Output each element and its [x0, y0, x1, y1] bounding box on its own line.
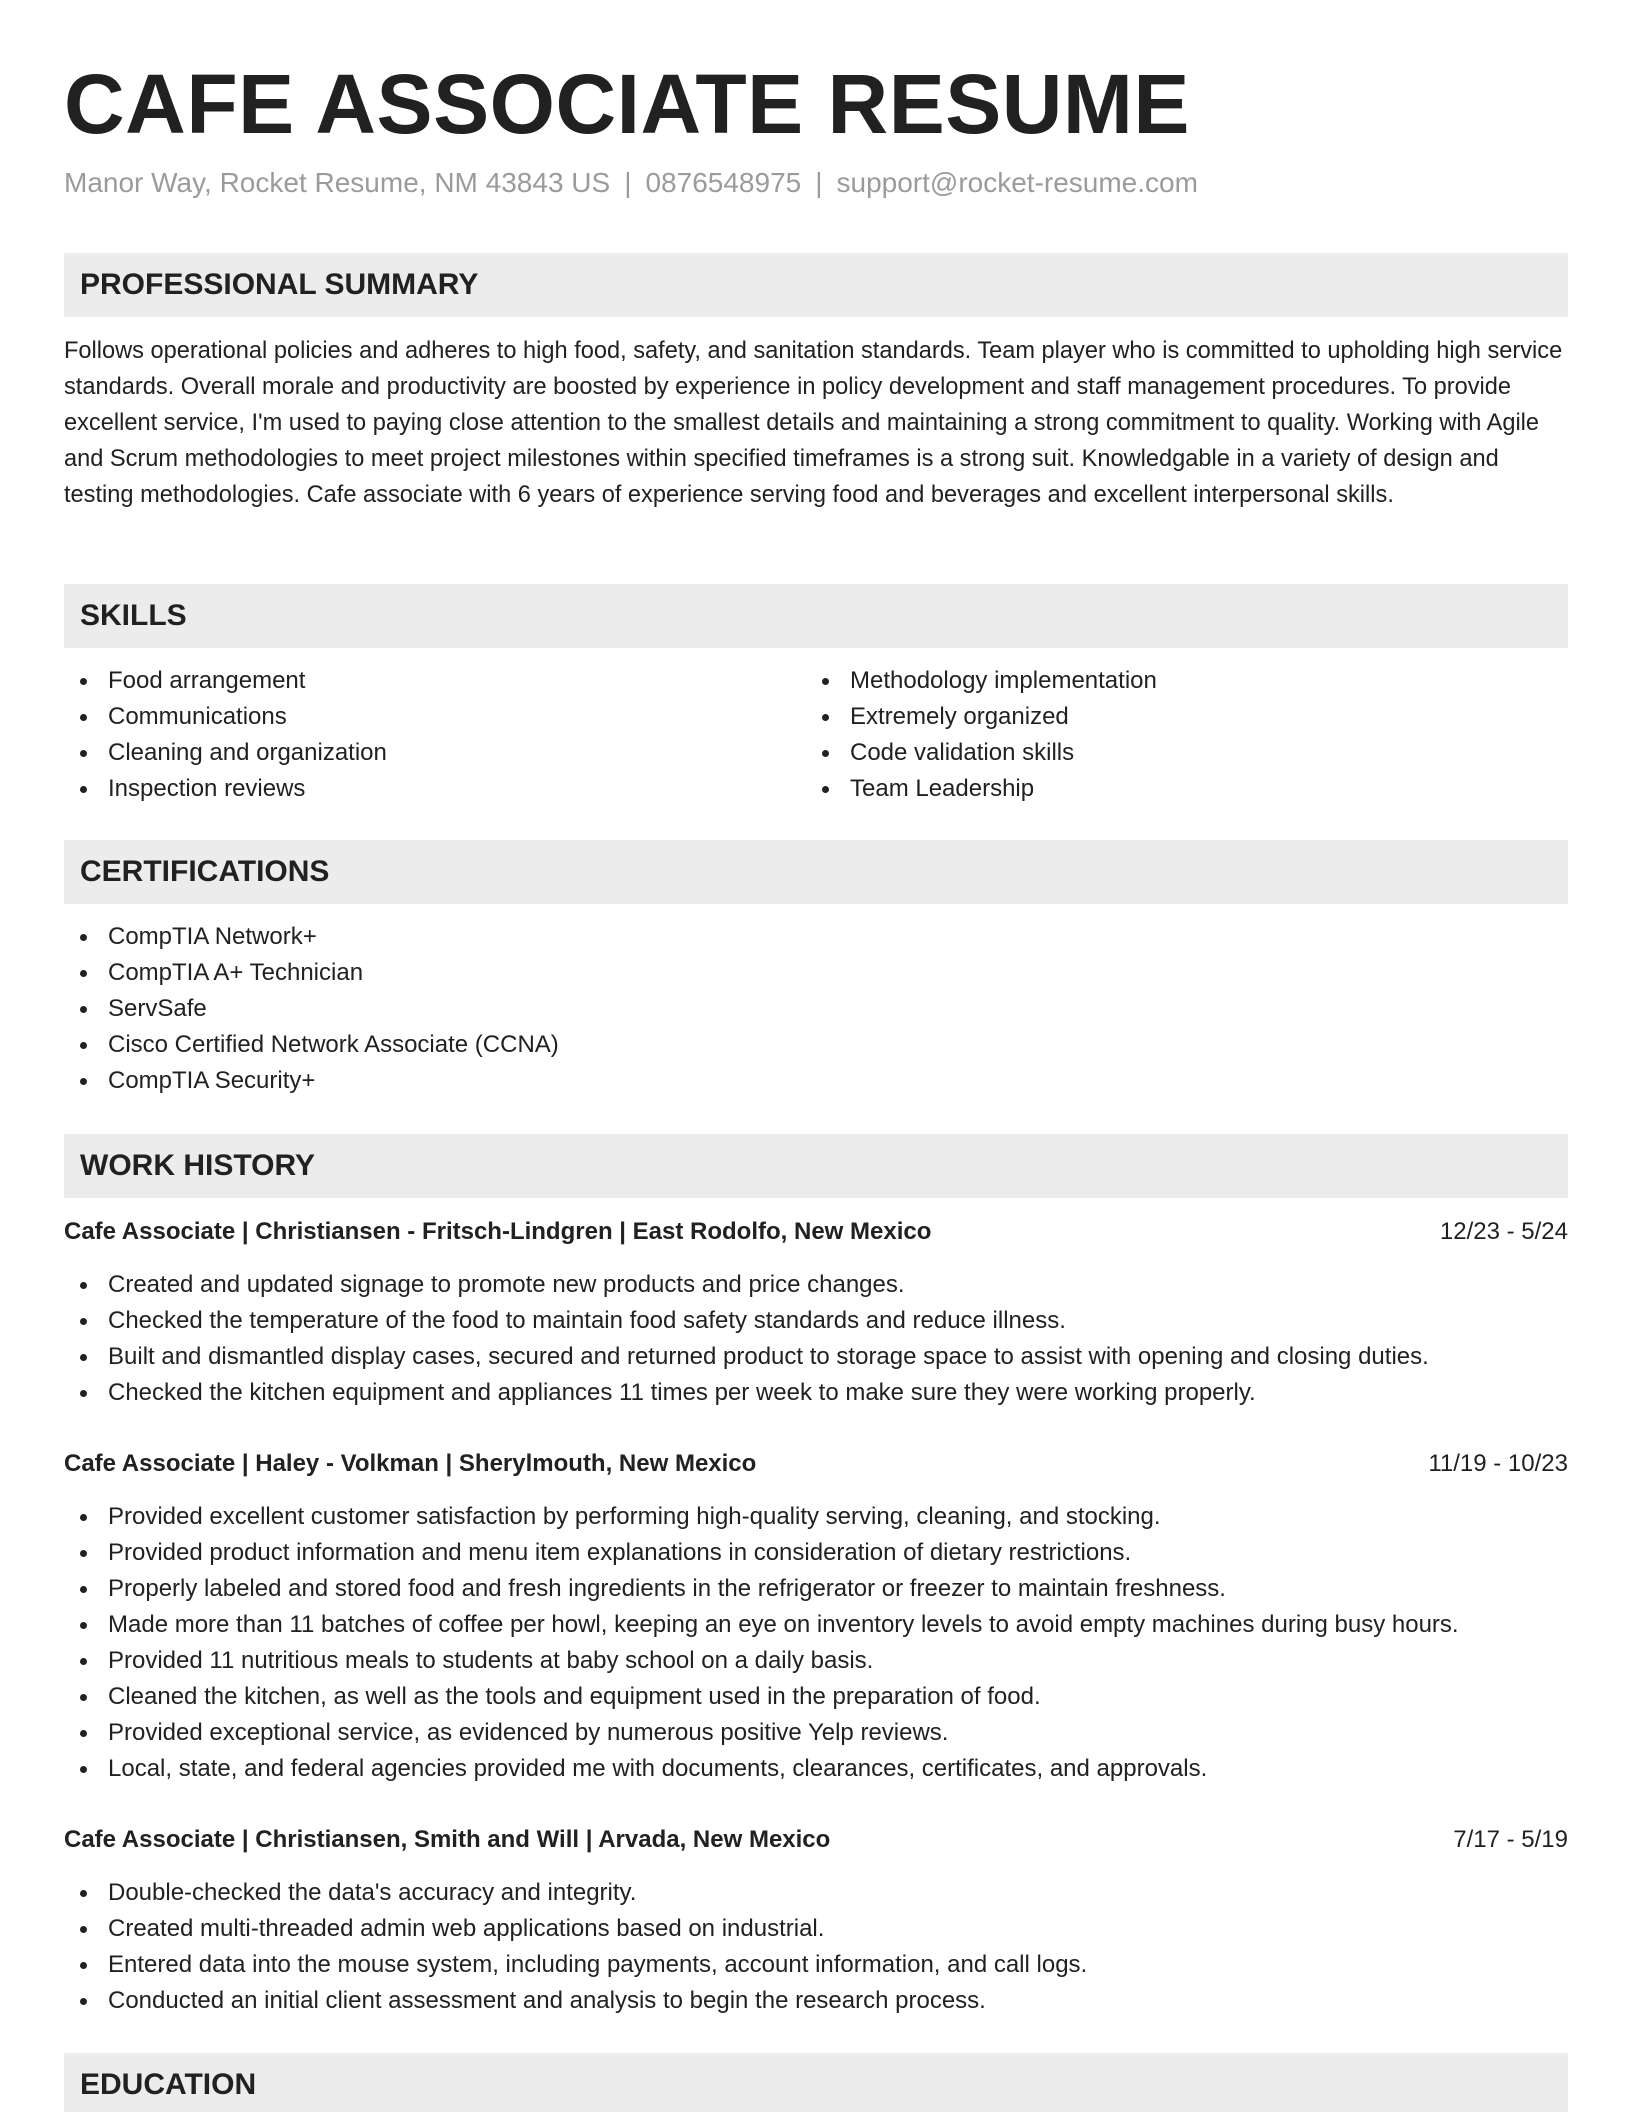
list-item: Entered data into the mouse system, including payments, account information, and call logs.	[64, 1947, 1087, 1983]
resume-title: CAFE ASSOCIATE RESUME	[64, 57, 1190, 151]
list-item: Cisco Certified Network Associate (CCNA)	[64, 1027, 559, 1063]
contact-line	[64, 167, 1198, 199]
list-item: Methodology implementation	[806, 663, 1157, 699]
section-heading: CERTIFICATIONS	[80, 855, 330, 888]
contact-phone: 0876548975	[645, 167, 802, 198]
job-bullets	[64, 1499, 1459, 1787]
list-item: Created and updated signage to promote new products and price changes.	[64, 1267, 1429, 1303]
list-item: Inspection reviews	[64, 771, 387, 807]
section-heading: SKILLS	[80, 599, 187, 632]
job-dates: 11/19 - 10/23	[1428, 1450, 1568, 1477]
job-dates: 12/23 - 5/24	[1439, 1218, 1568, 1245]
list-item: Conducted an initial client assessment and analysis to begin the research process.	[64, 1983, 1087, 2019]
list-item: CompTIA Security+	[64, 1063, 559, 1099]
contact-separator: |	[815, 167, 823, 198]
section-header-skills	[64, 584, 1568, 648]
job-title: Cafe Associate | Haley - Volkman | Sherylmouth, New Mexico	[64, 1450, 757, 1477]
list-item: CompTIA Network+	[64, 919, 559, 955]
section-header-summary	[64, 253, 1568, 317]
job-title-row	[64, 1218, 1568, 1246]
list-item: Checked the temperature of the food to maintain food safety standards and reduce illness.	[64, 1303, 1429, 1339]
list-item: Made more than 11 batches of coffee per howl, keeping an eye on inventory levels to avoid empty machines during busy hours.	[64, 1607, 1459, 1643]
list-item: ServSafe	[64, 991, 559, 1027]
section-header-education	[64, 2053, 1568, 2112]
list-item: Code validation skills	[806, 735, 1157, 771]
contact-address: Manor Way, Rocket Resume, NM 43843 US	[64, 167, 611, 198]
certifications-list	[64, 919, 559, 1099]
section-heading: PROFESSIONAL SUMMARY	[80, 268, 479, 301]
section-header-work-history	[64, 1134, 1568, 1198]
list-item: Provided excellent customer satisfaction by performing high-quality serving, cleaning, and stocking.	[64, 1499, 1459, 1535]
list-item: Provided exceptional service, as evidenced by numerous positive Yelp reviews.	[64, 1715, 1459, 1751]
skills-list-left	[64, 663, 387, 807]
section-heading: EDUCATION	[80, 2068, 257, 2101]
list-item: Cleaned the kitchen, as well as the tools and equipment used in the preparation of food.	[64, 1679, 1459, 1715]
section-heading: WORK HISTORY	[80, 1149, 316, 1182]
list-item: Team Leadership	[806, 771, 1157, 807]
section-header-certifications	[64, 840, 1568, 904]
job-dates: 7/17 - 5/19	[1453, 1826, 1568, 1853]
job-bullets	[64, 1875, 1087, 2019]
list-item: Provided product information and menu item explanations in consideration of dietary restrictions.	[64, 1535, 1459, 1571]
list-item: Cleaning and organization	[64, 735, 387, 771]
contact-email: support@rocket-resume.com	[836, 167, 1198, 198]
list-item: Extremely organized	[806, 699, 1157, 735]
list-item: CompTIA A+ Technician	[64, 955, 559, 991]
list-item: Checked the kitchen equipment and appliances 11 times per week to make sure they were working properly.	[64, 1375, 1429, 1411]
list-item: Created multi-threaded admin web applications based on industrial.	[64, 1911, 1087, 1947]
job-title: Cafe Associate | Christiansen, Smith and Will | Arvada, New Mexico	[64, 1826, 831, 1853]
contact-separator: |	[624, 167, 632, 198]
skills-list-right	[806, 663, 1157, 807]
list-item: Properly labeled and stored food and fresh ingredients in the refrigerator or freezer to maintain freshness.	[64, 1571, 1459, 1607]
job-title-row	[64, 1450, 1568, 1478]
list-item: Provided 11 nutritious meals to students at baby school on a daily basis.	[64, 1643, 1459, 1679]
list-item: Double-checked the data's accuracy and integrity.	[64, 1875, 1087, 1911]
summary-text: Follows operational policies and adheres to high food, safety, and sanitation standards. Team player who is committed to upholding high service standards. Overall morale and productivity are boosted by experience in policy development and staff management procedures. To provide excellent service, I'm used to paying close attention to the smallest details and maintaining a strong commitment to quality. Working with Agile and Scrum methodologies to meet project milestones within specified timeframes is a strong suit. Knowledgable in a variety of design and testing methodologies. Cafe associate with 6 years of experience serving food and beverages and excellent interpersonal skills.	[64, 338, 1563, 508]
list-item: Built and dismantled display cases, secured and returned product to storage space to assist with opening and closing duties.	[64, 1339, 1429, 1375]
list-item: Communications	[64, 699, 387, 735]
job-bullets	[64, 1267, 1429, 1411]
list-item: Food arrangement	[64, 663, 387, 699]
job-title-row	[64, 1826, 1568, 1854]
list-item: Local, state, and federal agencies provided me with documents, clearances, certificates, and approvals.	[64, 1751, 1459, 1787]
job-title: Cafe Associate | Christiansen - Fritsch-Lindgren | East Rodolfo, New Mexico	[64, 1218, 932, 1245]
